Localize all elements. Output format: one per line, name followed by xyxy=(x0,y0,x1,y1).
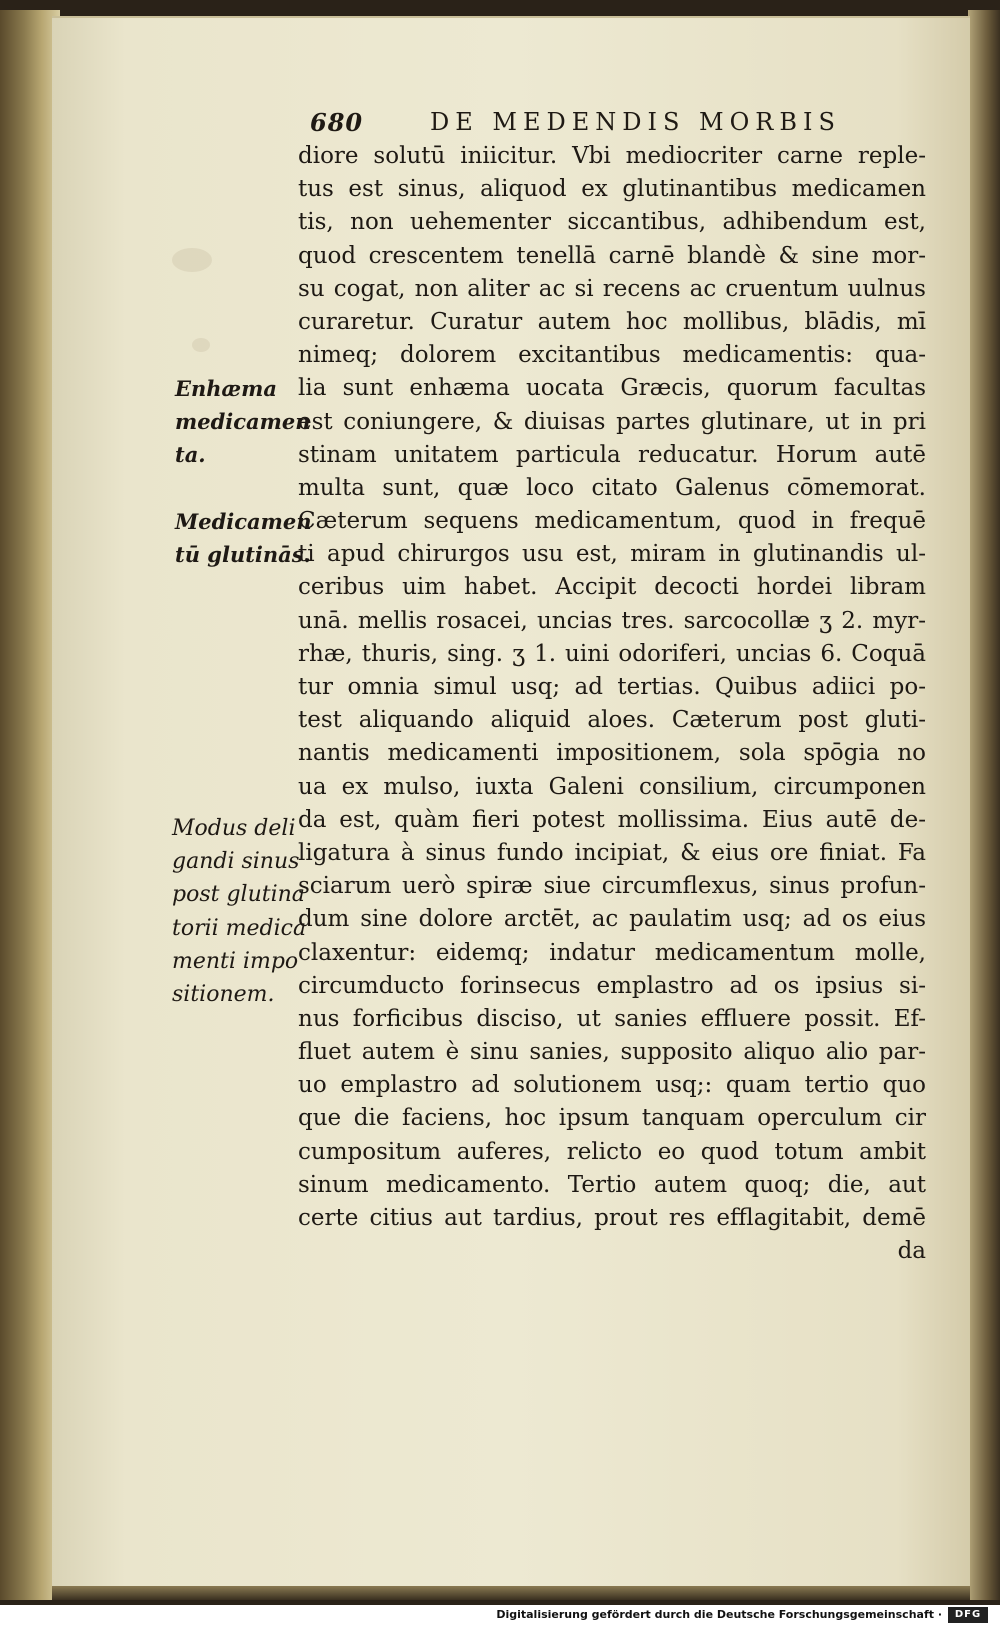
text-line: su cogat, non aliter ac si recens ac cruentum uulnus xyxy=(298,275,926,302)
catchword: da xyxy=(897,1238,926,1265)
text-line: sciarum uerò spiræ siue circumflexus, sinus profun- xyxy=(298,873,926,900)
paper-stain xyxy=(192,338,210,352)
text-line: ceribus uim habet. Accipit decocti hordei libram xyxy=(298,574,926,601)
marginal-note-line: menti impo xyxy=(172,948,299,974)
marginal-note-medicamentum xyxy=(175,505,312,571)
text-line: dum sine dolore arctēt, ac paulatim usq; ad os eius xyxy=(298,906,926,933)
running-title: DE MEDENDIS MORBIS xyxy=(430,108,841,136)
text-line: ligatura à sinus fundo incipiat, & eius ore finiat. Fa xyxy=(298,839,926,866)
text-line: claxentur: eidemq; indatur medicamentum molle, xyxy=(298,939,926,966)
text-line: que die faciens, hoc ipsum tanquam operculum cir xyxy=(298,1105,926,1132)
text-line: Cæterum sequens medicamentum, quod in frequē xyxy=(298,508,926,535)
text-line: unā. mellis rosacei, uncias tres. sarcocollæ ʒ 2. myr- xyxy=(298,607,926,634)
marginal-note-line: post glutina xyxy=(172,882,305,908)
text-line: diore solutū iniicitur. Vbi mediocriter carne reple- xyxy=(298,143,926,169)
text-line: curaretur. Curatur autem hoc mollibus, blādis, mī xyxy=(298,308,926,335)
marginal-note-line: Enhæma xyxy=(175,376,277,401)
text-line: sinum medicamento. Tertio autem quoq; die, aut xyxy=(298,1171,926,1198)
text-line: certe citius aut tardius, prout res efflagitabit, demē xyxy=(298,1205,926,1231)
page-header xyxy=(310,108,910,144)
marginal-note-enhaema xyxy=(175,372,311,472)
text-line: da est, quàm fieri potest mollissima. Eius autē de- xyxy=(298,806,926,833)
text-line: cumpositum auferes, relicto eo quod totum ambit xyxy=(298,1138,926,1165)
binding-right-edge xyxy=(968,10,1000,1600)
text-line: circumducto forinsecus emplastro ad os ipsius si- xyxy=(298,972,926,999)
dfg-logo: DFG xyxy=(948,1607,988,1623)
text-line: nimeq; dolorem excitantibus medicamentis: qua- xyxy=(298,342,926,369)
marginal-note-line: Medicamen xyxy=(175,509,312,534)
text-line: tur omnia simul usq; ad tertias. Quibus adiici po- xyxy=(298,674,926,700)
marginal-note-line: medicamen xyxy=(175,409,311,435)
page-bottom-edge xyxy=(52,1586,970,1600)
marginal-note-line: sitionem. xyxy=(172,981,275,1007)
text-line: fluet autem è sinu sanies, supposito aliquo alio par- xyxy=(298,1039,926,1066)
marginal-note-line: tū glutinās. xyxy=(175,542,311,568)
text-line: tus est sinus, aliquod ex glutinantibus medicamen xyxy=(298,176,926,203)
marginal-note-modus xyxy=(172,812,306,1011)
page-number: 680 xyxy=(310,108,364,137)
paper-stain xyxy=(172,248,212,272)
marginal-note-line: torii medica xyxy=(172,915,307,941)
text-line: uo emplastro ad solutionem usq;: quam tertio quo xyxy=(298,1072,926,1099)
footer-strip xyxy=(0,1605,1000,1627)
marginal-note-line: Modus deli xyxy=(172,816,296,841)
body-text xyxy=(298,140,926,1268)
binding-left-edge xyxy=(0,10,60,1600)
marginal-note-line: gandi sinus xyxy=(172,849,300,875)
text-line: rhæ, thuris, sing. ʒ 1. uini odoriferi, uncias 6. Coquā xyxy=(298,640,926,667)
text-line: multa sunt, quæ loco citato Galenus cōmemorat. xyxy=(298,474,926,501)
text-line: tis, non uehementer siccantibus, adhibendum est, xyxy=(298,209,926,236)
funding-credit: Digitalisierung gefördert durch die Deutsche Forschungsgemeinschaft · xyxy=(496,1608,942,1621)
marginal-note-line: ta. xyxy=(175,442,206,468)
text-line: ti apud chirurgos usu est, miram in glutinandis ul- xyxy=(298,541,926,568)
text-line: lia sunt enhæma uocata Græcis, quorum facultas xyxy=(298,375,926,402)
text-line: quod crescentem tenellā carnē blandè & sine mor- xyxy=(298,242,926,269)
text-line: nus forficibus disciso, ut sanies effluere possit. Ef- xyxy=(298,1005,926,1032)
text-line: est coniungere, & diuisas partes glutinare, ut in pri xyxy=(298,408,926,435)
text-line: test aliquando aliquid aloes. Cæterum post gluti- xyxy=(298,707,926,734)
text-line: stinam unitatem particula reducatur. Horum autē xyxy=(298,441,926,468)
text-line: ua ex mulso, iuxta Galeni consilium, circumponen xyxy=(298,773,926,800)
text-line: nantis medicamenti impositionem, sola spōgia no xyxy=(298,740,926,767)
